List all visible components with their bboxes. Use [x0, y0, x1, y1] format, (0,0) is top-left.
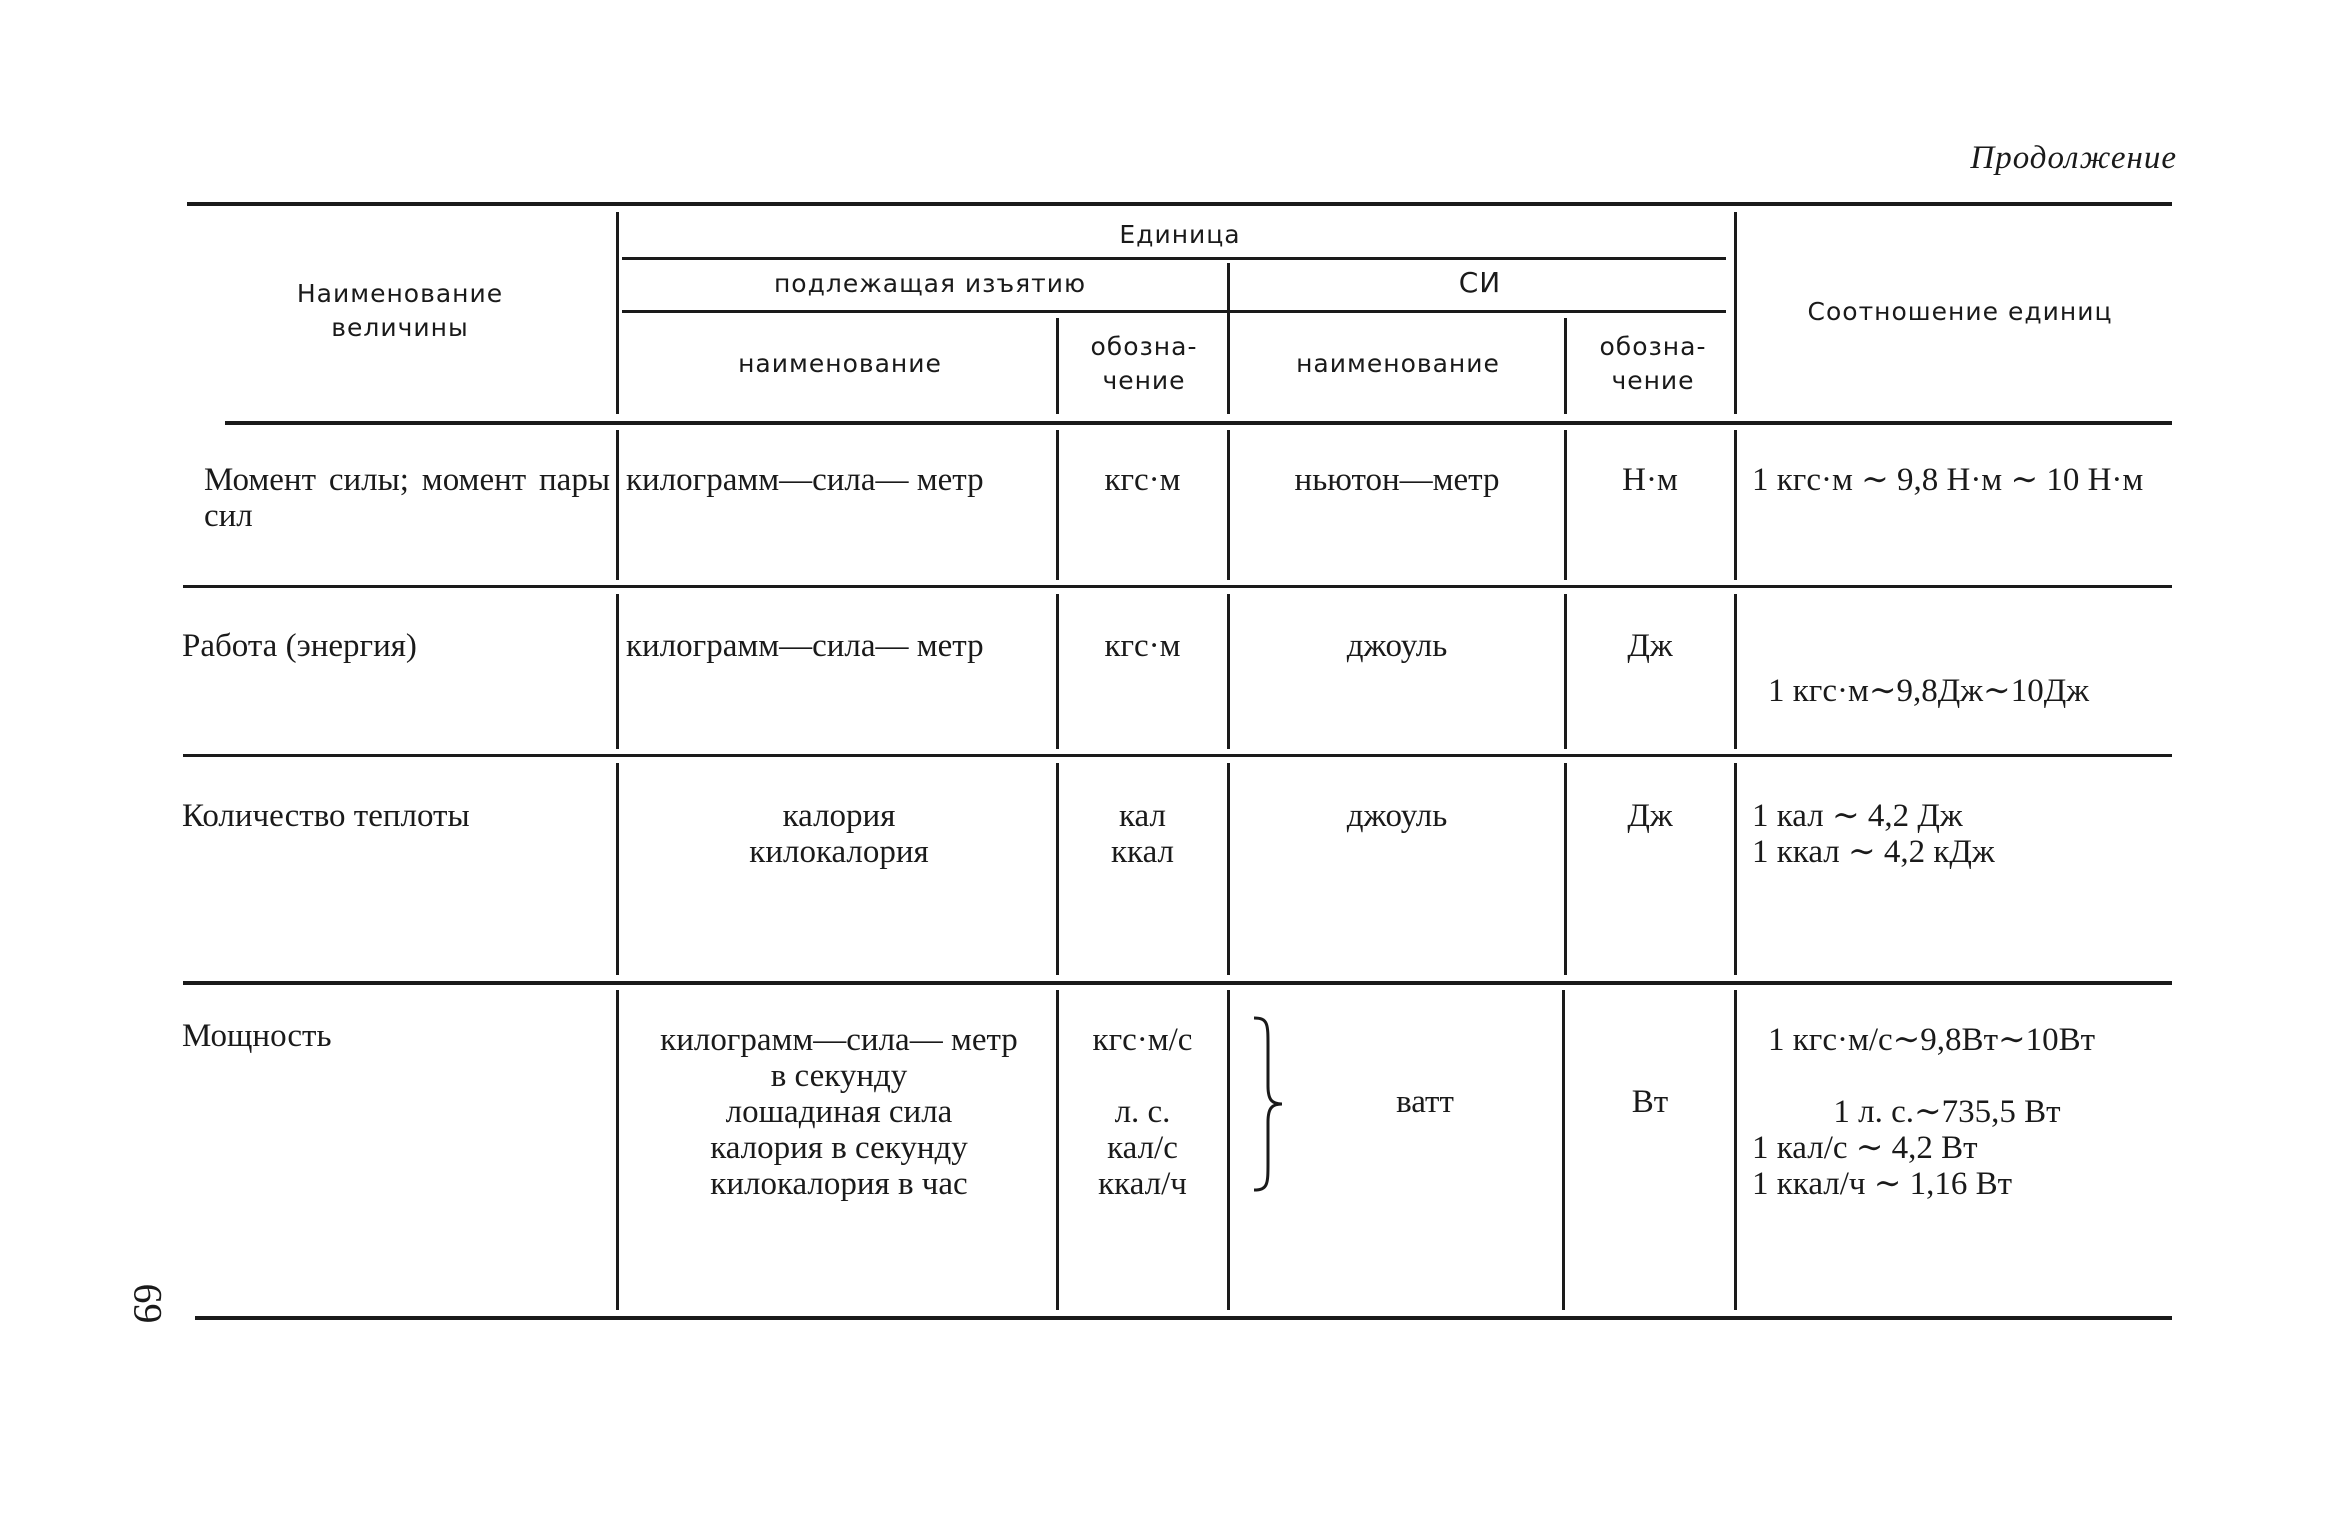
row-4-si-name: ватт — [1396, 1084, 1454, 1120]
row-3-old-symbol: кал ккал — [1111, 798, 1174, 870]
header-ratio: Соотношение единиц — [1807, 297, 2113, 326]
row-2-old-symbol: кгс·м — [1104, 628, 1181, 664]
col-rule-2 — [1056, 763, 1059, 975]
row-2-old-name: килограмм—сила— метр — [626, 628, 984, 664]
col-rule-3 — [1227, 430, 1230, 580]
col-rule-2 — [1056, 318, 1059, 414]
col-rule-5 — [1734, 763, 1737, 975]
row-4-old-name: килограмм—сила— метр в секунду лошадиная сила калория в секунду килокалория в час — [660, 1022, 1018, 1202]
header-si-designation: обозна- чение — [1599, 332, 1707, 395]
col-rule-5 — [1734, 430, 1737, 580]
header-unit-group: Единица — [1119, 220, 1241, 249]
row-3-si-name: джоуль — [1346, 798, 1448, 834]
row-2-si-symbol: Дж — [1627, 628, 1673, 664]
header-old-name: наименование — [738, 349, 942, 378]
grouping-brace — [1248, 1016, 1288, 1192]
col-rule-2 — [1056, 430, 1059, 580]
row-4-ratio-3: 1 кал/с ∼ 4,2 Вт 1 ккал/ч ∼ 1,16 Вт — [1752, 1130, 2013, 1202]
row-4-quantity: Мощность — [182, 1018, 332, 1054]
row-1-si-name: ньютон—метр — [1294, 462, 1500, 498]
row-4-ratio-1: 1 кгс·м/с∼9,8Вт∼10Вт — [1768, 1022, 2096, 1058]
row-4-si-symbol: Вт — [1631, 1084, 1669, 1120]
header-si-name: наименование — [1296, 349, 1500, 378]
header-bottom-rule — [225, 421, 2172, 425]
header-old-designation: обозна- чение — [1090, 332, 1198, 395]
row-1-si-symbol: Н·м — [1622, 462, 1678, 498]
col-rule-1 — [616, 990, 619, 1310]
continued-label: Продолжение — [1970, 140, 2177, 176]
col-rule-3 — [1227, 990, 1230, 1310]
header-rule-sub — [622, 310, 1726, 313]
col-rule-1 — [616, 594, 619, 749]
table-bottom-rule — [195, 1316, 2172, 1320]
row-1-old-symbol: кгс·м — [1104, 462, 1181, 498]
row-rule-2 — [183, 754, 2172, 757]
row-4-ratio-2: 1 л. с.∼735,5 Вт — [1833, 1094, 2061, 1130]
row-2-ratio: 1 кгс·м∼9,8Дж∼10Дж — [1768, 673, 2090, 709]
row-3-ratio: 1 кал ∼ 4,2 Дж 1 ккал ∼ 4,2 кДж — [1752, 798, 1995, 870]
col-rule-4 — [1562, 990, 1565, 1310]
col-rule-5 — [1734, 212, 1737, 414]
col-rule-3 — [1227, 263, 1230, 414]
row-3-si-symbol: Дж — [1627, 798, 1673, 834]
col-rule-5 — [1734, 990, 1737, 1310]
col-rule-1 — [616, 763, 619, 975]
col-rule-3 — [1227, 594, 1230, 749]
header-rule-unit — [622, 257, 1726, 260]
col-rule-4 — [1564, 594, 1567, 749]
header-withdrawn: подлежащая изъятию — [773, 269, 1087, 298]
col-rule-5 — [1734, 594, 1737, 749]
header-quantity-name: Наименование величины — [296, 279, 504, 342]
row-3-quantity: Количество теплоты — [182, 798, 470, 834]
row-rule-3 — [183, 981, 2172, 985]
page-number: 69 — [125, 1283, 171, 1324]
col-rule-1 — [616, 430, 619, 580]
col-rule-4 — [1564, 430, 1567, 580]
col-rule-2 — [1056, 990, 1059, 1310]
col-rule-1 — [616, 212, 619, 414]
row-4-old-symbol: кгс·м/с л. с. кал/с ккал/ч — [1092, 1022, 1193, 1202]
row-1-quantity: Момент силы; момент пары сил — [204, 462, 610, 534]
row-3-old-name: калория килокалория — [749, 798, 929, 870]
row-rule-1 — [183, 585, 2172, 588]
row-1-ratio: 1 кгс·м ∼ 9,8 Н·м ∼ 10 Н·м — [1752, 462, 2144, 498]
row-1-old-name: килограмм—сила— метр — [626, 462, 984, 498]
col-rule-4 — [1564, 318, 1567, 414]
table-top-rule — [187, 202, 2172, 206]
row-2-quantity: Работа (энергия) — [182, 628, 417, 664]
col-rule-3 — [1227, 763, 1230, 975]
col-rule-4 — [1564, 763, 1567, 975]
header-si: СИ — [1458, 266, 1502, 299]
col-rule-2 — [1056, 594, 1059, 749]
row-2-si-name: джоуль — [1346, 628, 1448, 664]
